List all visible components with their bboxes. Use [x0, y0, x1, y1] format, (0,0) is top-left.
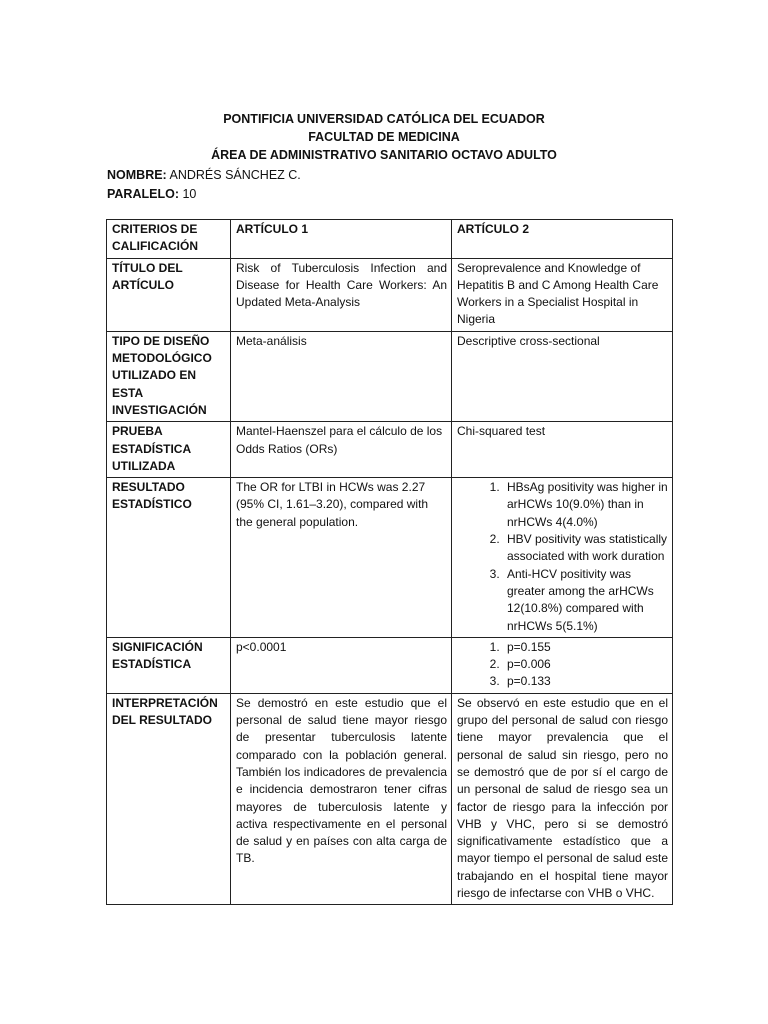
list-item: 2. p=0.006: [503, 656, 668, 673]
article-1-title: Risk of Tuberculosis Infection and Disease for Health Care Workers: An Updated Meta-Analysis: [231, 258, 452, 331]
area-name: ÁREA DE ADMINISTRATIVO SANITARIO OCTAVO ADULTO: [211, 148, 557, 162]
header-criteria: CRITERIOS DE CALIFICACIÓN: [107, 220, 231, 259]
list-item: 2. HBV positivity was statistically associated with work duration: [503, 531, 668, 566]
criterion-interpretation: INTERPRETACIÓN DEL RESULTADO: [107, 693, 231, 905]
table-row: [107, 331, 673, 421]
article-2-result: [452, 478, 673, 638]
parallel-value: 10: [182, 187, 197, 201]
article-1-result: The OR for LTBI in HCWs was 2.27 (95% CI, 1.61–3.20), compared with the general population.: [231, 478, 452, 638]
table-row: [107, 637, 673, 693]
header-article-2: ARTÍCULO 2: [452, 220, 673, 259]
header-article-1: ARTÍCULO 1: [231, 220, 452, 259]
list-item: 3. Anti-HCV positivity was greater among the arHCWs 12(10.8%) compared with nrHCWs 5(5.1%): [503, 566, 668, 635]
table-header-row: [107, 220, 673, 259]
name-label: NOMBRE:: [107, 168, 167, 182]
article-2-design: Descriptive cross-sectional: [452, 331, 673, 421]
parallel-line: [107, 185, 301, 204]
criterion-result: RESULTADO ESTADÍSTICO: [107, 478, 231, 638]
criterion-title: TÍTULO DEL ARTÍCULO: [107, 258, 231, 331]
name-line: [107, 166, 301, 185]
parallel-label: PARALELO:: [107, 187, 179, 201]
table-row: [107, 258, 673, 331]
list-item: 3. p=0.133: [503, 673, 668, 690]
student-info: [107, 166, 301, 204]
article-2-interpretation: Se observó en este estudio que en el grupo del personal de salud con riesgo tiene mayor prevalencia que el personal de salud sin riesgo, pero no se demostró que de por sí el cargo de un personal de salud de riesgo sea un factor de riesgo para la infección por VHB y VHC, pero si se demostró significativamente estadístico que a mayor tiempo el personal de salud este trabajando en el hospital tiene mayor riesgo de infectarse con VHB o VHC.: [452, 693, 673, 905]
table-row: [107, 478, 673, 638]
article-2-title: Seroprevalence and Knowledge of Hepatitis B and C Among Health Care Workers in a Specialist Hospital in Nigeria: [452, 258, 673, 331]
article-1-test: Mantel-Haenszel para el cálculo de los Odds Ratios (ORs): [231, 422, 452, 478]
university-name: PONTIFICIA UNIVERSIDAD CATÓLICA DEL ECUADOR: [223, 112, 545, 126]
faculty-name: FACULTAD DE MEDICINA: [308, 130, 460, 144]
criterion-design: TIPO DE DISEÑO METODOLÓGICO UTILIZADO EN ESTA INVESTIGACIÓN: [107, 331, 231, 421]
article-1-design: Meta-análisis: [231, 331, 452, 421]
article-1-significance: p<0.0001: [231, 637, 452, 693]
table-row: [107, 693, 673, 905]
article-1-interpretation: Se demostró en este estudio que el personal de salud tiene mayor riesgo de presentar tuberculosis latente comparado con la población general. También los indicadores de prevalencia e incidencia demostraron tener cifras mayores de tuberculosis latente y activa respectivamente en el personal de salud y en países con alta carga de TB.: [231, 693, 452, 905]
significance-list: [457, 639, 668, 691]
name-value: ANDRÉS SÁNCHEZ C.: [169, 168, 301, 182]
evaluation-table: [106, 219, 673, 905]
list-item: 1. p=0.155: [503, 639, 668, 656]
criterion-test: PRUEBA ESTADÍSTICA UTILIZADA: [107, 422, 231, 478]
table-row: [107, 422, 673, 478]
article-2-test: Chi-squared test: [452, 422, 673, 478]
result-list: [457, 479, 668, 635]
document-header: [0, 110, 768, 164]
article-2-significance: [452, 637, 673, 693]
criterion-significance: SIGNIFICACIÓN ESTADÍSTICA: [107, 637, 231, 693]
list-item: 1. HBsAg positivity was higher in arHCWs 10(9.0%) than in nrHCWs 4(4.0%): [503, 479, 668, 531]
